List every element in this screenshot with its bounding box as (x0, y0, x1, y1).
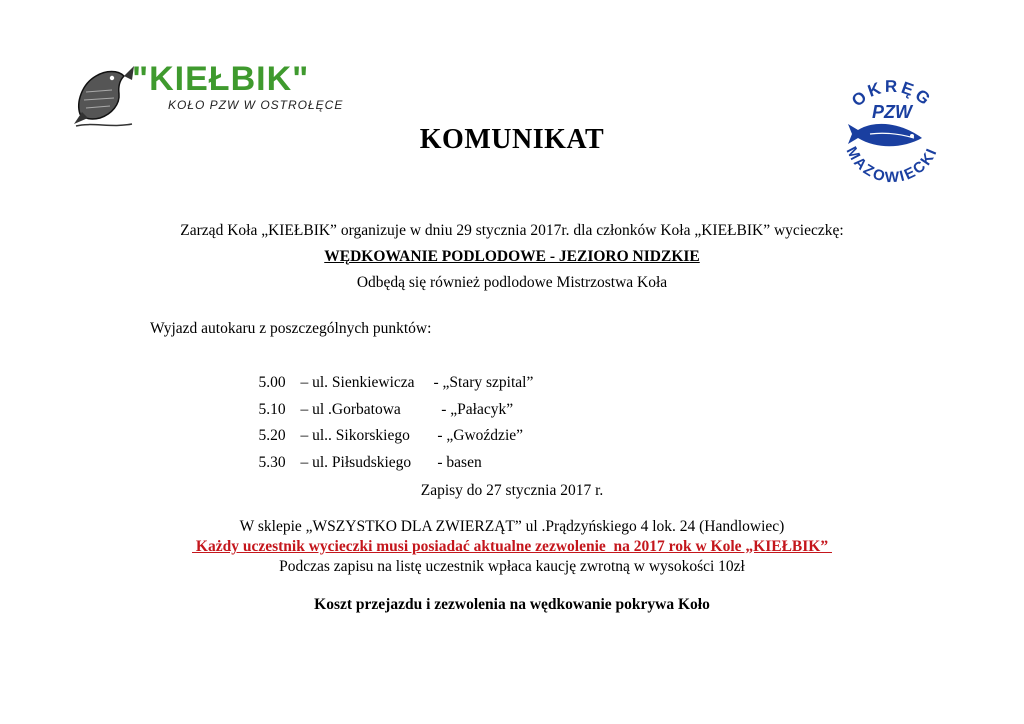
stop-time: 5.20 (258, 427, 286, 444)
stop-street: – ul .Gorbatowa (300, 400, 401, 418)
cost-note: Koszt przejazdu i zezwolenia na wędkowanie pokrywa Koło (314, 596, 710, 613)
signup-place: W sklepie „WSZYSTKO DLA ZWIERZĄT” ul .Prądzyńskiego 4 lok. 24 (Handlowiec) (239, 518, 785, 535)
kielbik-brand-text: "KIEŁBIK" (132, 60, 310, 98)
event-note: Odbędą się również podlodowe Mistrzostwa Koła (356, 274, 668, 291)
emblem-center-text: PZW (872, 102, 912, 122)
stop-street: – ul. Sienkiewicza (300, 374, 415, 391)
stop-time: 5.00 (258, 374, 286, 391)
stop-place: - „Stary szpital” (433, 374, 534, 391)
stop-place: - basen (433, 453, 482, 471)
emblem-bottom-text: MAZOWIECKI (842, 143, 942, 187)
intro-text: Zarząd Koła „KIEŁBIK” organizuje w dniu 29 stycznia 2017r. dla członków Koła „KIEŁBIK” wycieczkę: (180, 222, 844, 239)
signup-deadline: Zapisy do 27 stycznia 2017 r. (420, 482, 604, 499)
stop-time: 5.30 (258, 453, 286, 471)
kielbik-subtitle: KOŁO PZW W OSTROŁĘCE (168, 98, 344, 112)
departure-stop (243, 356, 534, 391)
stop-place: - „Pałacyk” (433, 400, 514, 418)
deposit-note: Podczas zapisu na listę uczestnik wpłaca kaucję zwrotną w wysokości 10zł (279, 558, 745, 575)
stop-place: - „Gwoździe” (433, 427, 524, 444)
stop-street: – ul.. Sikorskiego (300, 427, 410, 444)
document-title: KOMUNIKAT (419, 124, 605, 155)
stop-street: – ul. Piłsudskiego (300, 453, 412, 471)
permit-notice: Każdy uczestnik wycieczki musi posiadać aktualne zezwolenie na 2017 rok w Kole „KIEŁBIK” (192, 538, 832, 555)
event-name: WĘDKOWANIE PODLODOWE - JEZIORO NIDZKIE (324, 248, 700, 265)
kielbik-logo (72, 60, 344, 132)
departure-intro: Wyjazd autokaru z poszczególnych punktów: (150, 320, 432, 337)
emblem-top-text: OKRĘG (847, 76, 937, 111)
departure-stops-list (243, 356, 534, 471)
stop-time: 5.10 (258, 400, 286, 418)
